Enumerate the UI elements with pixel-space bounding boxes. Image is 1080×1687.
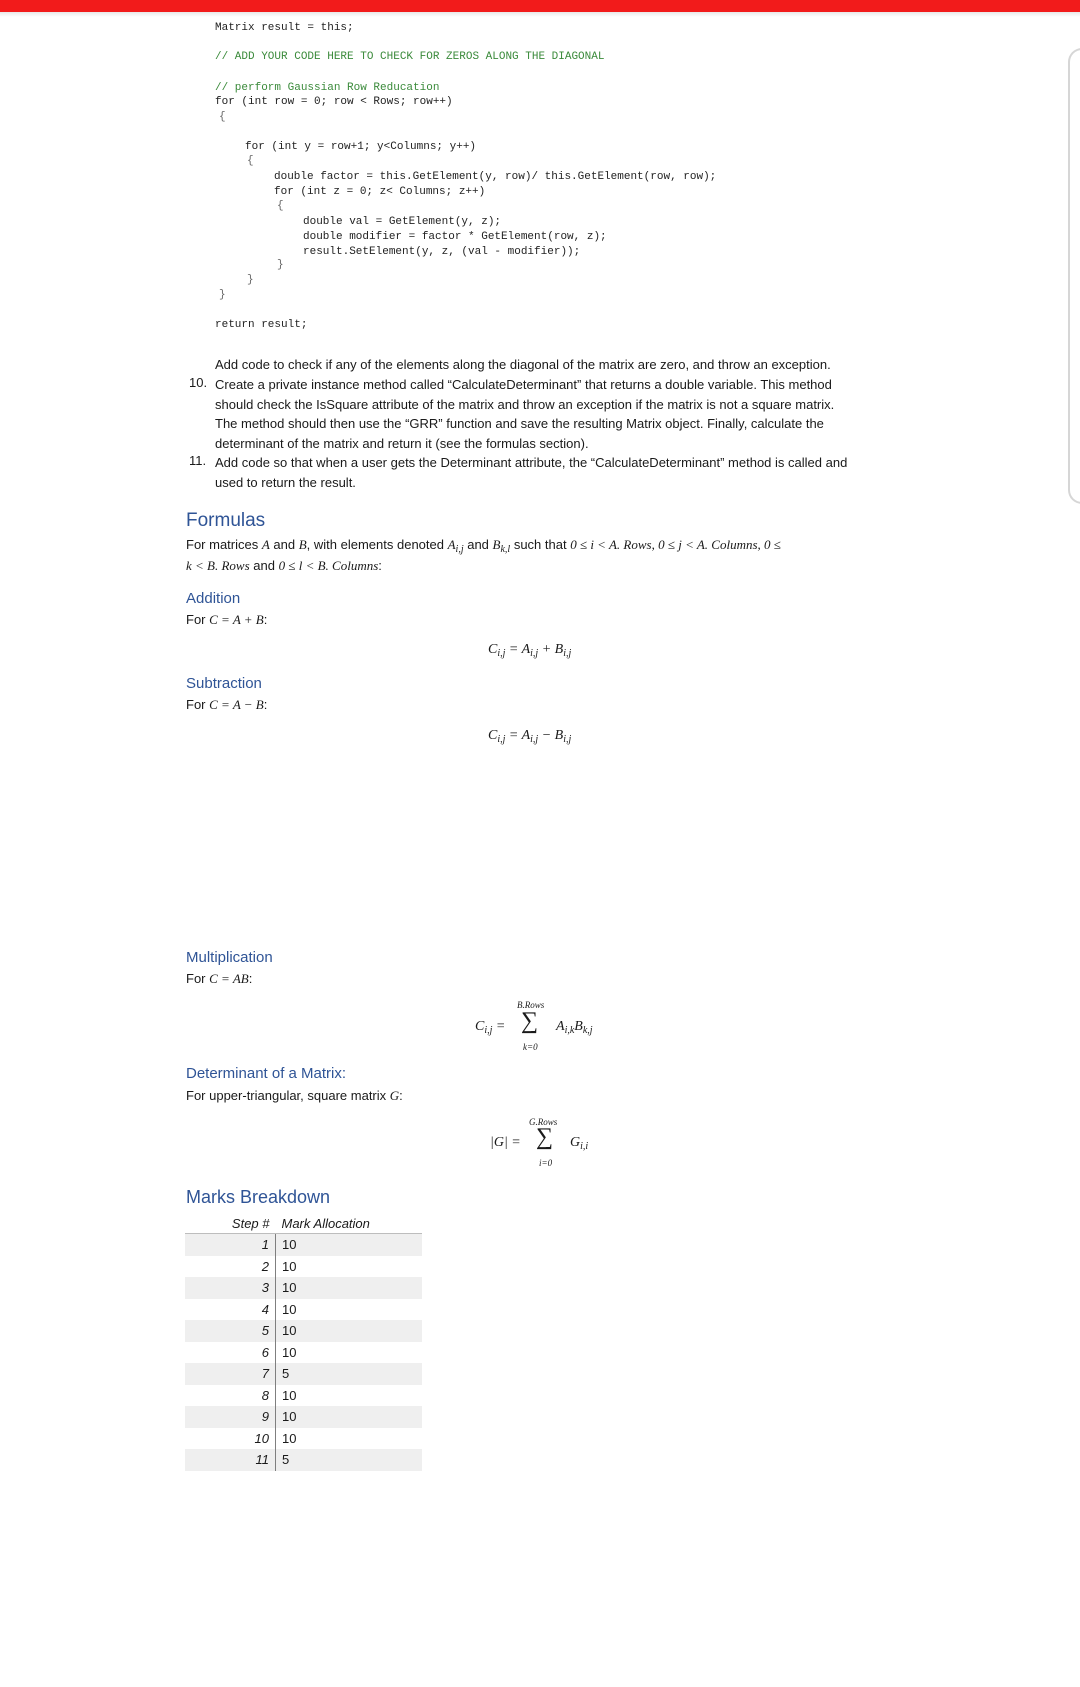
intro-text: :: [378, 558, 382, 573]
step-cell: 5: [185, 1320, 276, 1342]
table-row: [185, 1299, 422, 1321]
code-set-element: result.SetElement(y, z, (val - modifier));: [303, 246, 581, 258]
table-row: [185, 1256, 422, 1278]
col-mark-header: Mark Allocation: [276, 1214, 423, 1234]
def-math: C = A − B: [209, 697, 264, 712]
item-11-line: used to return the result.: [215, 474, 356, 490]
multiplication-lower-limit: k=0: [523, 1042, 538, 1052]
def-label: For: [186, 612, 210, 627]
sigma-symbol: ∑: [521, 1008, 539, 1034]
table-row: [185, 1406, 422, 1428]
intro-text: such that: [510, 537, 571, 552]
code-brace: {: [277, 200, 284, 212]
table-row: [185, 1385, 422, 1407]
code-comment-gauss: // perform Gaussian Row Reducation: [215, 82, 440, 94]
code-line-result: Matrix result = this;: [215, 22, 354, 34]
addition-def: [186, 612, 267, 628]
step-cell: 4: [185, 1299, 276, 1321]
step-cell: 10: [185, 1428, 276, 1450]
multiplication-heading: Multiplication: [186, 949, 273, 966]
mark-cell: 10: [276, 1406, 423, 1428]
determinant-upper-limit: G.Rows: [529, 1117, 558, 1127]
mark-cell: 10: [276, 1277, 423, 1299]
intro-text: For matrices: [186, 537, 262, 552]
item-10-text: [215, 375, 895, 453]
col-step-header: Step #: [185, 1214, 276, 1234]
step-cell: 8: [185, 1385, 276, 1407]
code-factor: double factor = this.GetElement(y, row)/ this.GetElement(row, row);: [274, 171, 717, 183]
mark-cell: 5: [276, 1363, 423, 1385]
mark-cell: 10: [276, 1320, 423, 1342]
def-math: C = A + B: [209, 612, 264, 627]
table-row: [185, 1449, 422, 1471]
code-val: double val = GetElement(y, z);: [303, 216, 502, 228]
def-label: :: [399, 1088, 403, 1103]
step-cell: 2: [185, 1256, 276, 1278]
code-brace: {: [219, 111, 226, 123]
marks-heading: Marks Breakdown: [186, 1187, 331, 1207]
mark-cell: 10: [282, 1258, 297, 1274]
mark-cell: 10: [276, 1234, 423, 1256]
item-10-line: The method should then use the “GRR” function and save the resulting Matrix object. Finally, calculate the: [215, 416, 824, 431]
determinant-lhs: |G| =: [490, 1135, 521, 1150]
intro-text: and: [463, 537, 493, 552]
table-row: [185, 1277, 422, 1299]
subtraction-def: [186, 697, 267, 713]
determinant-def: [186, 1088, 403, 1104]
code-return: return result;: [215, 319, 308, 331]
step-cell: 3: [185, 1277, 276, 1299]
item-11-number: 11.: [189, 453, 207, 468]
code-for-z: for (int z = 0; z< Columns; z++): [274, 186, 486, 198]
formulas-intro-line2: k < B. Rows and 0 ≤ l < B. Columns:: [186, 558, 382, 573]
formulas-intro-line1: For matrices A and B, with elements denoted $A_{i,j}$ and $B_{k,l}$ such that 0 ≤ i < A. Rows, 0 ≤ j < A. Columns, 0 ≤: [186, 537, 781, 555]
top-bar-shadow: [0, 12, 1080, 17]
step-cell: 7: [185, 1363, 276, 1385]
code-brace: {: [247, 155, 254, 167]
intro-text: and: [269, 537, 299, 552]
code-modifier: double modifier = factor * GetElement(row, z);: [303, 231, 607, 243]
def-label: For: [186, 971, 210, 986]
multiplication-rhs: $A_{i,k}B_{k,j}$: [556, 1019, 593, 1036]
def-label: For upper-triangular, square matrix: [186, 1088, 390, 1103]
step-cell: 9: [185, 1406, 276, 1428]
marks-header-row: [185, 1214, 422, 1234]
table-row: [185, 1234, 422, 1256]
def-label: :: [263, 697, 268, 712]
item-10-line: should check the IsSquare attribute of the matrix and throw an exception if the matrix is not a square matrix.: [215, 396, 835, 412]
scroll-edge[interactable]: [1068, 48, 1080, 504]
table-row: [185, 1428, 422, 1450]
code-brace: }: [277, 259, 284, 271]
item-10-line: Create a private instance method called “CalculateDeterminant” that returns a double variable. This method: [215, 377, 832, 392]
item-11-text: [215, 453, 895, 492]
marks-table: [185, 1214, 422, 1471]
determinant-rhs: $G_{i,i}$: [570, 1135, 589, 1152]
addition-equation: $C_{i,j} = A_{i,j} + B_{i,j}$: [488, 642, 572, 659]
step-cell: 11: [185, 1449, 276, 1471]
def-math: G: [389, 1088, 400, 1103]
mark-cell: 10: [282, 1430, 297, 1446]
table-row: [185, 1320, 422, 1342]
determinant-lower-limit: i=0: [539, 1158, 553, 1168]
code-brace: }: [219, 289, 226, 301]
code-brace: }: [247, 274, 254, 286]
determinant-heading: Determinant of a Matrix:: [186, 1065, 347, 1082]
code-for-y: for (int y = row+1; y<Columns; y++): [245, 141, 477, 153]
mark-cell: 10: [282, 1301, 297, 1317]
def-label: :: [248, 971, 253, 986]
code-for-row: for (int row = 0; row < Rows; row++): [215, 96, 453, 108]
table-row: [185, 1342, 422, 1364]
addition-heading: Addition: [186, 590, 241, 607]
def-label: For: [186, 697, 210, 712]
mark-cell: 10: [282, 1344, 297, 1360]
eq-operator: −: [541, 728, 552, 743]
def-label: :: [263, 612, 268, 627]
intro-text: , with elements denoted: [306, 537, 448, 552]
top-red-bar: [0, 0, 1080, 12]
def-math: C = AB: [209, 971, 249, 986]
mark-cell: 5: [276, 1449, 423, 1471]
step-cell: 6: [185, 1342, 276, 1364]
intro-text: and: [249, 558, 279, 573]
step-cell: 1: [185, 1234, 276, 1256]
table-row: [185, 1363, 422, 1385]
code-comment-check: // ADD YOUR CODE HERE TO CHECK FOR ZEROS ALONG THE DIAGONAL: [215, 51, 605, 63]
item-10-line: determinant of the matrix and return it (see the formulas section).: [215, 435, 589, 451]
formulas-heading: Formulas: [186, 510, 266, 531]
multiplication-upper-limit: B.Rows: [517, 1000, 545, 1010]
item-11-line: Add code so that when a user gets the Determinant attribute, the “CalculateDeterminant” method is called and: [215, 455, 848, 470]
multiplication-def: [186, 971, 252, 987]
sigma-symbol: ∑: [536, 1124, 554, 1150]
multiplication-lhs: $C_{i,j}$ =: [475, 1019, 506, 1036]
subtraction-heading: Subtraction: [186, 675, 262, 692]
mark-cell: 10: [282, 1387, 297, 1403]
item-10-number: 10.: [189, 375, 208, 390]
eq-operator: +: [541, 642, 552, 657]
subtraction-equation: $C_{i,j} = A_{i,j} - B_{i,j}$: [488, 728, 572, 745]
instruction-check-diagonal: Add code to check if any of the elements along the diagonal of the matrix are zero, and throw an exception.: [215, 357, 831, 372]
